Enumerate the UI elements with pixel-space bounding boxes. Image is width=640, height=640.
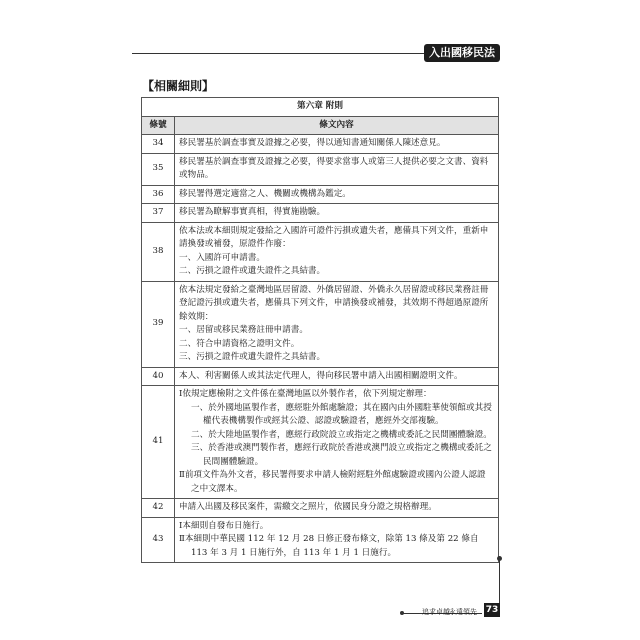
- article-no: 43: [142, 517, 175, 563]
- table-row: [142, 386, 499, 499]
- column-header-row: [142, 116, 499, 135]
- article-content: [175, 281, 499, 367]
- article-line: 移民署得選定適當之人、機關或機構為鑑定。: [179, 188, 351, 199]
- article-no: 37: [142, 204, 175, 223]
- article-no: 41: [142, 386, 175, 499]
- footer-slogan-1: 追求卓越: [422, 608, 450, 616]
- table-row: [142, 185, 499, 204]
- article-paragraph: Ⅰ依規定應檢附之文件係在臺灣地區以外製作者，依下列規定辦理：: [179, 389, 432, 399]
- table-row: [142, 281, 499, 367]
- article-line: 依本法或本細則規定發給之入國許可證件污損或遺失者，應備具下列文件，重新申請換發或補發，原證件作廢：: [179, 225, 489, 249]
- table-row: [142, 367, 499, 386]
- chapter-title: 第六章 附則: [142, 98, 499, 117]
- article-no: 35: [142, 153, 175, 185]
- article-content: [175, 517, 499, 563]
- article-no: 34: [142, 135, 175, 154]
- article-no: 39: [142, 281, 175, 367]
- table-row: [142, 135, 499, 154]
- chapter-row: [142, 98, 499, 117]
- table-row: [142, 499, 499, 518]
- article-line: 移民署基於調查事實及證據之必要，得以通知書通知關係人陳述意見。: [179, 138, 446, 148]
- page-number: 73: [485, 605, 499, 615]
- footer-dot: [400, 611, 404, 615]
- article-item: 一、居留或移民業務註冊申請書。: [179, 325, 308, 335]
- article-item: 二、符合申請資格之證明文件。: [179, 338, 300, 349]
- col-content-header: 條文內容: [175, 116, 499, 135]
- article-content: [175, 222, 499, 281]
- article-content: [175, 386, 499, 499]
- article-paragraph: Ⅰ本細則自發布日施行。: [179, 520, 269, 531]
- footer-slogan-2: 永遠領先: [449, 608, 477, 616]
- header-title: 入出國移民法規: [424, 44, 500, 62]
- article-item: 二、污損之證件或遺失證件之具結書。: [179, 266, 326, 276]
- article-content: [175, 499, 499, 518]
- article-line: 移民署為瞭解事實真相，得實施勘驗。: [179, 207, 326, 217]
- col-no-header: 條號: [142, 116, 175, 135]
- article-content: [175, 153, 499, 185]
- article-line: 本人、利害關係人或其法定代理人，得向移民署申請入出國相關證明文件。: [179, 370, 463, 381]
- article-line: 移民署基於調查事實及證據之必要，得要求當事人或第三人提供必要之文書、資料或物品。: [179, 156, 489, 180]
- article-item: 一、於外國地區製作者，應經駐外館處驗證；其在國內由外國駐華使領館或其授權代表機構製作或經其公證、認證或驗證者，應經外交部複驗。: [191, 402, 492, 426]
- table-row: [142, 517, 499, 563]
- article-item: 三、污損之證件或遺失證件之具結書。: [179, 352, 326, 362]
- table-row: [142, 204, 499, 223]
- article-paragraph: Ⅱ本細則中華民國 112 年 12 月 28 日修正發布條文，除第 13 條及第 22 條自 113 年 3 月 1 日施行外，自 113 年 1 月 1 日施行。: [179, 534, 479, 558]
- table-row: [142, 222, 499, 281]
- article-no: 42: [142, 499, 175, 518]
- article-content: [175, 204, 499, 223]
- regulations-table: [141, 97, 499, 563]
- article-content: [175, 135, 499, 154]
- article-no: 40: [142, 367, 175, 386]
- article-line: 依本法規定發給之臺灣地區居留證、外僑居留證、外僑永久居留證或移民業務註冊登記證污損或遺失者，應備具下列文件，申請換發或補發，其效期不得超過原證所餘效期：: [179, 284, 489, 322]
- section-title: 【相關細則】: [142, 79, 215, 93]
- article-line: 申請入出國及移民案件，需繳交之照片，依國民身分證之規格辦理。: [179, 502, 437, 512]
- article-content: [175, 185, 499, 204]
- article-content: [175, 367, 499, 386]
- table-row: [142, 153, 499, 185]
- article-item: 一、入國許可申請書。: [179, 252, 265, 263]
- article-item: 二、於大陸地區製作者，應經行政院設立或指定之機構或委託之民間團體驗證。: [191, 429, 492, 440]
- article-item: 三、於香港或澳門製作者，應經行政院於香港或澳門設立或指定之機構或委託之民間團體驗證。: [191, 443, 492, 467]
- article-no: 38: [142, 222, 175, 281]
- article-paragraph: Ⅱ前項文件為外文者，移民署得要求申請人檢附經駐外館處驗證或國內公證人認證之中文譯本。: [179, 470, 486, 494]
- article-no: 36: [142, 185, 175, 204]
